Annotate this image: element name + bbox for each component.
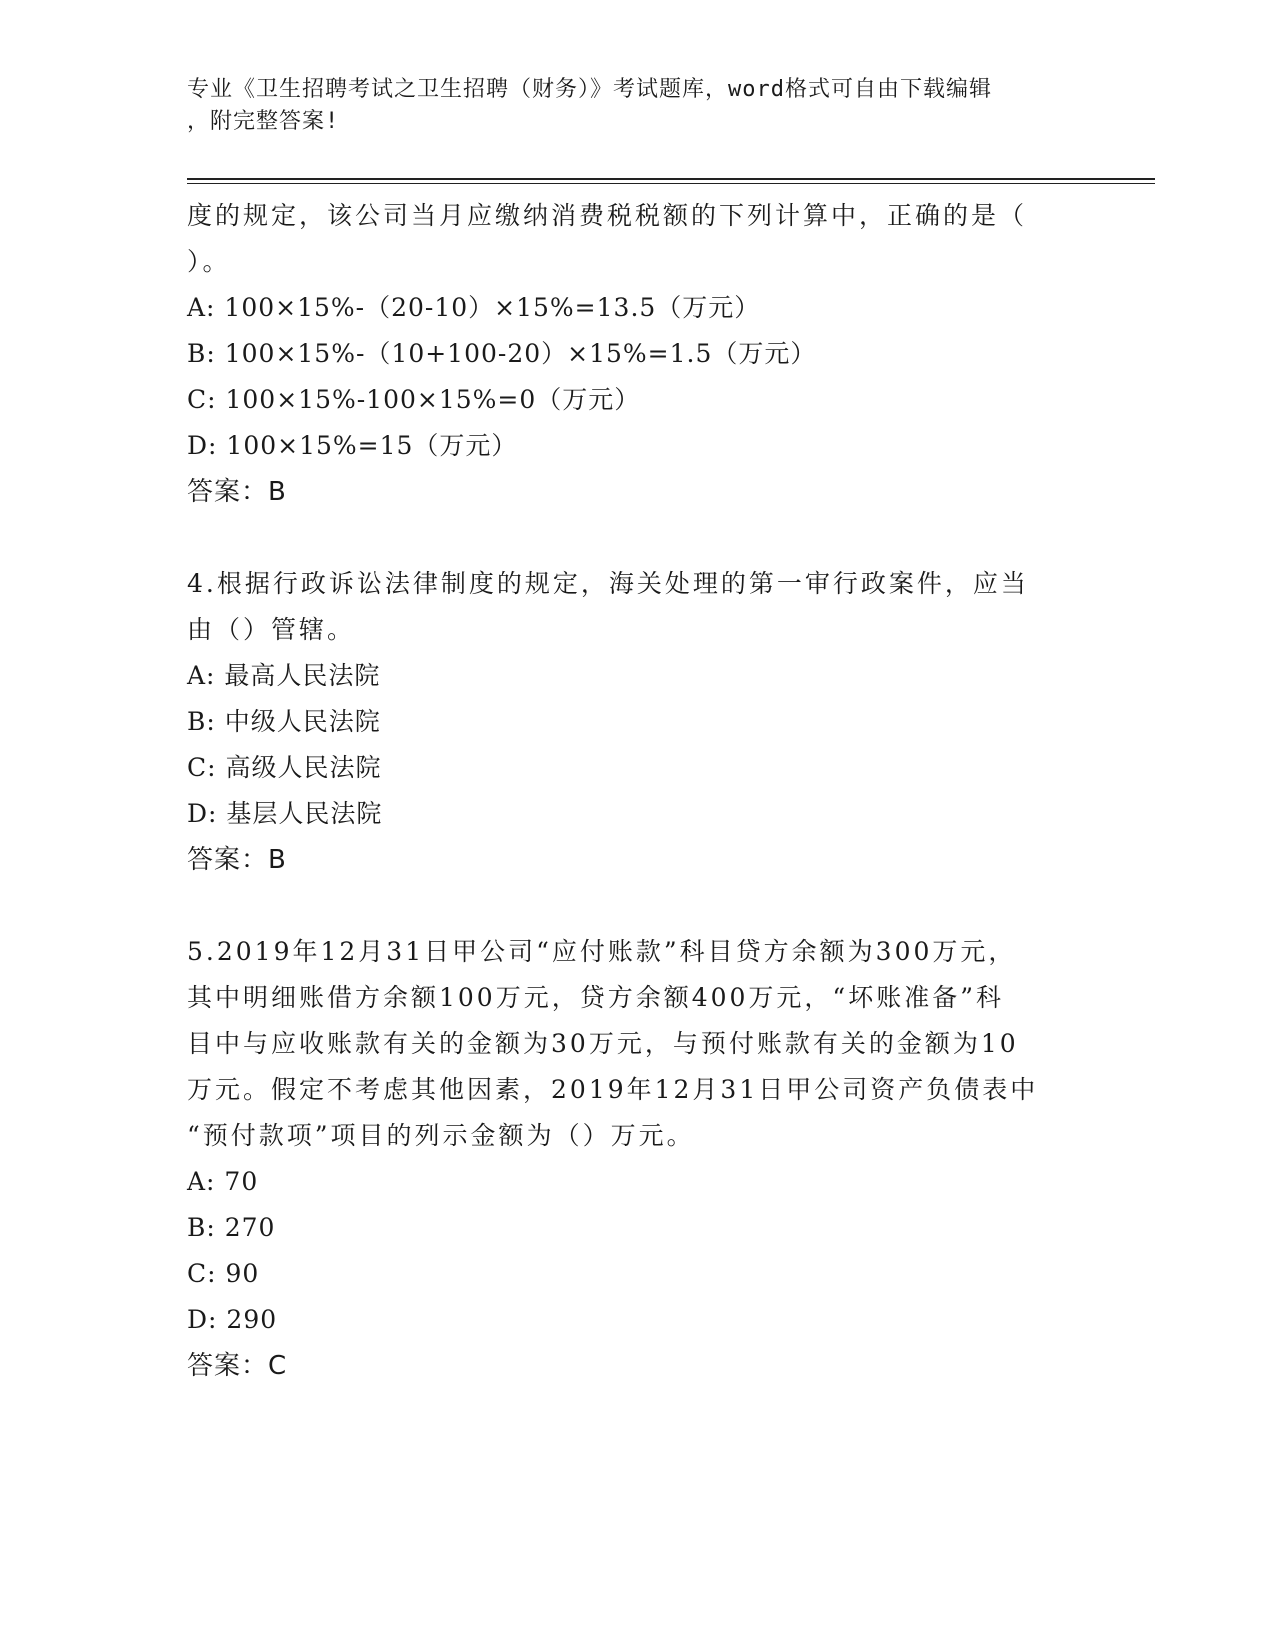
option-d: D: 290 [187, 1305, 278, 1334]
spacer [187, 883, 1087, 929]
question-stem-line: 目中与应收账款有关的金额为30万元，与预付账款有关的金额为10 [187, 1029, 1019, 1058]
question-stem-line: 5.2019年12月31日甲公司“应付账款”科目贷方余额为300万元， [187, 937, 1017, 966]
option-d: D: 基层人民法院 [187, 799, 383, 828]
option-c: C: 90 [187, 1259, 260, 1288]
answer-line: 答案：B [187, 845, 287, 875]
option-d: D: 100×15%=15（万元） [187, 431, 518, 460]
option-b: B: 270 [187, 1213, 276, 1242]
question-stem-line: 由（）管辖。 [187, 615, 356, 644]
header-divider [187, 178, 1155, 184]
question-5 [187, 929, 1087, 1389]
question-stem-line: 度的规定，该公司当月应缴纳消费税税额的下列计算中，正确的是（ [187, 201, 1028, 230]
question-stem-line: 万元。假定不考虑其他因素，2019年12月31日甲公司资产负债表中 [187, 1075, 1039, 1104]
question-stem-line: 4.根据行政诉讼法律制度的规定，海关处理的第一审行政案件，应当 [187, 569, 1029, 598]
header-line-2: ，附完整答案! [187, 109, 340, 134]
option-c: C: 100×15%-100×15%=0（万元） [187, 385, 641, 414]
question-stem-line: “预付款项”项目的列示金额为（）万元。 [187, 1121, 695, 1150]
question-stem-line: 其中明细账借方余额100万元，贷方余额400万元，“坏账准备”科 [187, 983, 1004, 1012]
question-3 [187, 193, 1087, 515]
option-c: C: 高级人民法院 [187, 753, 382, 782]
question-4 [187, 561, 1087, 883]
header-line-1: 专业《卫生招聘考试之卫生招聘（财务）》考试题库，word格式可自由下载编辑 [187, 77, 992, 102]
option-a: A: 100×15%-（20-10）×15%=13.5（万元） [187, 293, 761, 322]
question-stem-line: ）。 [187, 247, 231, 276]
option-a: A: 最高人民法院 [187, 661, 381, 690]
answer-line: 答案：C [187, 1351, 288, 1381]
option-b: B: 中级人民法院 [187, 707, 381, 736]
option-a: A: 70 [187, 1167, 259, 1196]
document-header [187, 74, 1087, 138]
spacer [187, 515, 1087, 561]
document-body [187, 193, 1087, 1389]
answer-line: 答案：B [187, 477, 287, 507]
option-b: B: 100×15%-（10+100-20）×15%=1.5（万元） [187, 339, 817, 368]
